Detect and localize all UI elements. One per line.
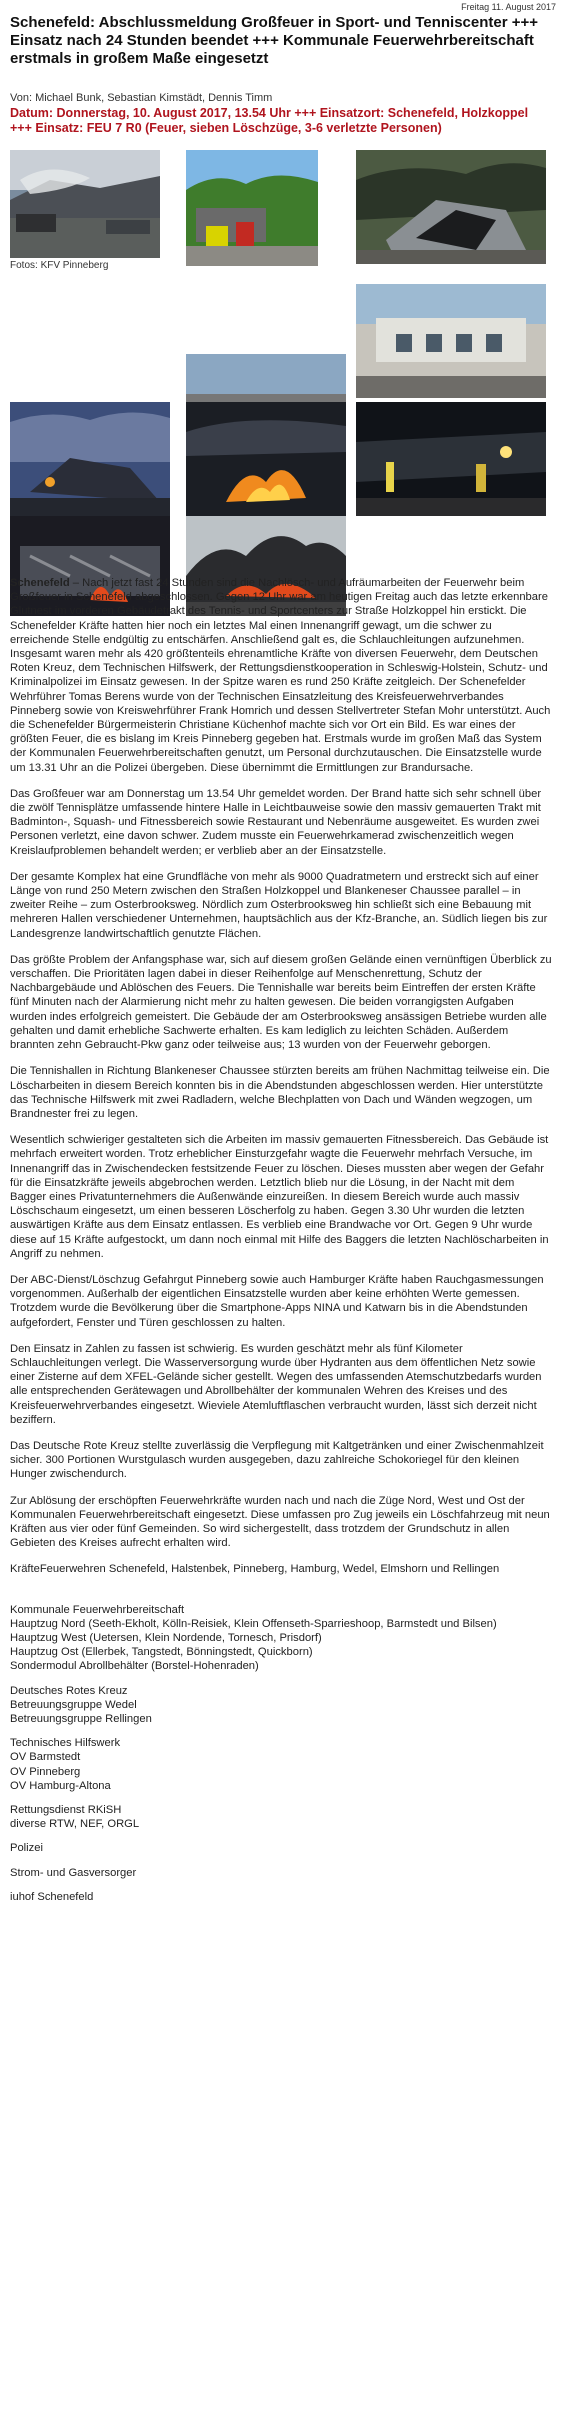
thw-item-1: OV Barmstedt [10,1751,81,1764]
kfb-group [10,1603,552,1674]
paragraph-6: Wesentlich schwieriger gestalteten sich die Arbeiten im massiv gemauerten Fitnessbereich. Das Gebäude ist mehrfach erweitert worden. Trotz erheblicher Einsturzgefahr wagte die Feuerwehr mehrfach Versuche, im Innenangriff das in Zwischendecken festsitzende Feuer zu löschen. Dieses mussten aber wegen der Gefahr für die Einsatzkräfte jeweils abgebrochen werden. Letztlich blieb nur die Lösung, in der Nacht mit dem Bagger eines Privatunternehmers die Außenwände einzureißen. In diesem Bereich wurde auch massiv Löschschaum eingesetzt, um einen besseren Löscherfolg zu haben. Gegen 3.30 Uhr wurden die letzten auswärtigen Kräfte aus dem Einsatz entlassen. Es verblieb eine Brandwache vor Ort. Gegen 9 Uhr wurde diese auf 15 Kräfte aufgestockt, um dann noch einmal mit Hilfe des Baggers die letzten Nachlöscharbeiten in Angriff zu nehmen. [10,1134,549,1260]
paragraph-2: Das Großfeuer war am Donnerstag um 13.54 Uhr gemeldet worden. Der Brand hatte sich sehr schnell über die zwölf Tennisplätze umfassende hintere Halle in Leichtbauweise sowie den massiv gemauerten Trakt mit Badminton-, Squash- und Fitnessbereich sowie Restaurant und Nebenräume ausgeweitet. Es wurden zwei Personen verletzt, eine davon schwer. Zudem musste ein Feuerwehrkamerad zwischenzeitlich wegen Kreislaufproblemen behandelt werden; er verblieb aber an der Einsatzstelle. [10,787,542,857]
rd-title: Rettungsdienst RKiSH [10,1804,122,1817]
city-office: iuhof Schenefeld [10,1890,94,1903]
article-title: Schenefeld: Abschlussmeldung Großfeuer in Sport- und Tenniscenter +++ Einsatz nach 24 Stunden beendet +++ Kommunale Feuerwehrbereitschaft erstmals in großem Maße eingesetzt [10,14,539,67]
thw-item-3: OV Hamburg-Altona [10,1779,111,1792]
photo-8[interactable] [356,402,546,516]
article-body [10,576,552,1914]
kfb-west: Hauptzug West (Uetersen, Klein Nordende, Tornesch, Prisdorf) [10,1632,322,1644]
publish-date: Freitag 11. August 2017 [461,2,556,12]
photo-4[interactable] [356,284,546,398]
paragraph-5: Die Tennishallen in Richtung Blankeneser Chaussee stürzten bereits am frühen Nachmittag teilweise ein. Die Löscharbeiten in diesem Bereich konnten bis in die Abendstunden abgeschlossen werden. Hier unterstützte das Technische Hilfswerk mit zwei Radladern, welche Blechplatten von Dach und Wänden wegzogen, um Brandnester frei zu legen. [10,1065,550,1120]
rd-item-1: diverse RTW, NEF, ORGL [10,1818,140,1831]
photo-1[interactable] [10,150,160,258]
police: Polizei [10,1842,43,1855]
forces-heading: KräfteFeuerwehren Schenefeld, Halstenbek, Pinneberg, Hamburg, Wedel, Elmshorn und Rellingen [10,1563,500,1576]
kfb-east: Hauptzug Ost (Ellerbek, Tangstedt, Bönningstedt, Quickborn) [10,1646,313,1659]
drk-item-1: Betreuungsgruppe Wedel [10,1698,137,1711]
paragraph-3: Der gesamte Komplex hat eine Grundfläche von mehr als 9000 Quadratmetern und erstreckt sich auf einer Länge von rund 250 Metern zwischen den Straßen Holzkoppel und Blankeneser Chaussee parallel – in zweiter Reihe – zum Osterbrooksweg. Nördlich zum Osterbrooksweg hin schließt sich eine Bebauung mit mehreren Hallen verschiedener Unternehmen, hauptsächlich aus der Kfz-Branche, an. Südlich liegen bis zur Landesgrenze landwirtschaftlich genutzte Flächen. [10,870,548,940]
thw-group [10,1736,552,1793]
paragraph-8: Den Einsatz in Zahlen zu fassen ist schwierig. Es wurden geschätzt mehr als fünf Kilometer Schlauchleitungen verlegt. Die Wasserversorgung wurde über Hydranten aus dem öffentlichen Netz sowie einer Zisterne auf dem XFEL-Gelände sicher gestellt. Wegen des umfassenden Atemschutzbedarfs wurden alle entsprechenden Gerätewagen und Abrollbehälter der kommunalen Wehren des Kreises und des Kreisfeuerwehrverbandes eingesetzt. Wieviele Atemluftflaschen verbraucht wurden, lässt sich derzeit nicht beziffern. [10,1342,542,1426]
paragraph-7: Der ABC-Dienst/Löschzug Gefahrgut Pinneberg sowie auch Hamburger Kräfte haben Rauchgasmessungen vorgenommen. Außerhalb der eigentlichen Einsatzstelle wurden aber keine erhöhten Werte gemessen. Trotzdem wurde die Bevölkerung über die Smartphone-Apps NINA und Katwarn bis in die Abendstunden aufgefordert, Fenster und Türen geschlossen zu halten. [10,1273,544,1329]
drk-group [10,1684,552,1727]
lead-word: Schenefeld [10,577,70,589]
drk-item-2: Betreuungsgruppe Rellingen [10,1713,152,1726]
kfb-special: Sondermodul Abrollbehälter (Borstel-Hohenraden) [10,1660,259,1673]
photo-6[interactable] [10,402,170,516]
kfb-north: Hauptzug Nord (Seeth-Ekholt, Kölln-Reisiek, Klein Offenseth-Sparrieshoop, Barmstedt und Bilsen) [10,1617,497,1630]
paragraph-1: Schenefeld – Nach jetzt fast 24 Stunden sind die Nachlösch- und Aufräumarbeiten der Feuerwehr beim Großfeuer in Schenefeld abgeschlossen. Gegen 12 Uhr war am heutigen Freitag auch das letzte erkennbare Glutnest im vorderen Gebäudetrakt des Tennis- und Sportcenters zur Straße Holzkoppel hin erstickt. Die Schenefelder Kräfte hatten hier noch ein letztes Mal einen Innenangriff gewagt, um die schwer zu erreichende Stelle endgültig zu entschärfen. Anschließend galt es, die Schlauchleitungen aufzunehmen. Insgesamt waren mehr als 420 größtenteils ehrenamtliche Kräfte von diversen Feuerwehr, dem Deutschen Roten Kreuz, dem Technischen Hilfswerk, der Rettungsdienstkooperation in Schleswig-Holstein, Schutz- und Kriminalpolizei im Einsatz gewesen. In der Spitze waren es rund 250 Kräfte zeitgleich. Der Schenefelder Wehrführer Tomas Berens wurde von der Technischen Einsatzleitung des Kreisfeuerwehrverbandes Pinneberg sowie von Kreiswehrführer Frank Homrich und dessen Stellvertreter Stefan Mohr unterstützt. Auch die Schenefelder Bürgermeisterin Christiane Küchenhof machte sich vor Ort ein Bild. Es war eines der größten Feuer, die es bislang im Kreis Pinneberg gegeben hat. Erstmals wurde im großen Maß das System der Kommunalen Feuerwehrbereitschaften genutzt, um Personal durchzutauschen. Die Einsatzstelle wurde um 13.31 Uhr an die Polizei übergeben. Diese übernimmt die Ermittlungen zur Brandursache. [10,577,551,774]
byline: Von: Michael Bunk, Sebastian Kimstädt, Dennis Timm [10,92,273,104]
thw-title: Technisches Hilfswerk [10,1737,121,1750]
photo-7[interactable] [186,402,346,516]
utility: Strom- und Gasversorger [10,1866,137,1879]
drk-title: Deutsches Rotes Kreuz [10,1684,128,1697]
paragraph-10: Zur Ablösung der erschöpften Feuerwehrkräfte wurden nach und nach die Züge Nord, West und Ost der Kommunalen Feuerwehrbereitschaft eingesetzt. Diese umfassen pro Zug jeweils ein Löschfahrzeug mit neun Kräften aus vier oder fünf Gemeinden. So wird sichergestellt, dass trotzdem der Grundschutz in allen Gebieten des Kreises aufrecht erhalten wird. [10,1494,550,1550]
forces-list [10,1562,552,1904]
kfb-title: Kommunale Feuerwehrbereitschaft [10,1603,185,1616]
photo-3[interactable] [356,150,546,264]
thw-item-2: OV Pinneberg [10,1765,81,1778]
photo-2[interactable] [186,150,318,266]
operation-meta: Datum: Donnerstag, 10. August 2017, 13.54 Uhr +++ Einsatzort: Schenefeld, Holzkoppel +++ Einsatz: FEU 7 R0 (Feuer, sieben Löschzüge, 3-6 verletzte Personen) [10,106,529,135]
rd-group [10,1803,552,1831]
photo-credit: Fotos: KFV Pinneberg [10,260,109,271]
paragraph-9: Das Deutsche Rote Kreuz stellte zuverlässig die Verpflegung mit Kaltgetränken und einer Zwischenmahlzeit sicher. 300 Portionen Wurstgulasch wurden ausgegeben, dazu zahlreiche Schokoriegel für den kleinen Hunger zwischendurch. [10,1439,544,1481]
paragraph-4: Das größte Problem der Anfangsphase war, sich auf diesem großen Gelände einen vernünftigen Überblick zu verschaffen. Die Prioritäten lagen dabei in dieser Reihenfolge auf Menschenrettung, Schutz der Nachbargebäude und Ablöschen des Feuers. Die Tennishalle war bereits beim Eintreffen der ersten Kräfte fünf Minuten nach der Alarmierung nicht mehr zu halten gewesen. Die beiden vorrangigsten Aufgaben wurden indes erfolgreich gemeistert. Die Gebäude der am Osterbrooksweg ansässigen Betriebe wurden alle gehalten und damit erhebliche Sachwerte erhalten. Es kam lediglich zu leichten Schäden. Außerdem brannten zehn Gebraucht-Pkw ganz oder teilweise aus; 13 wurden von der Feuerwehr geborgen. [10,953,552,1052]
